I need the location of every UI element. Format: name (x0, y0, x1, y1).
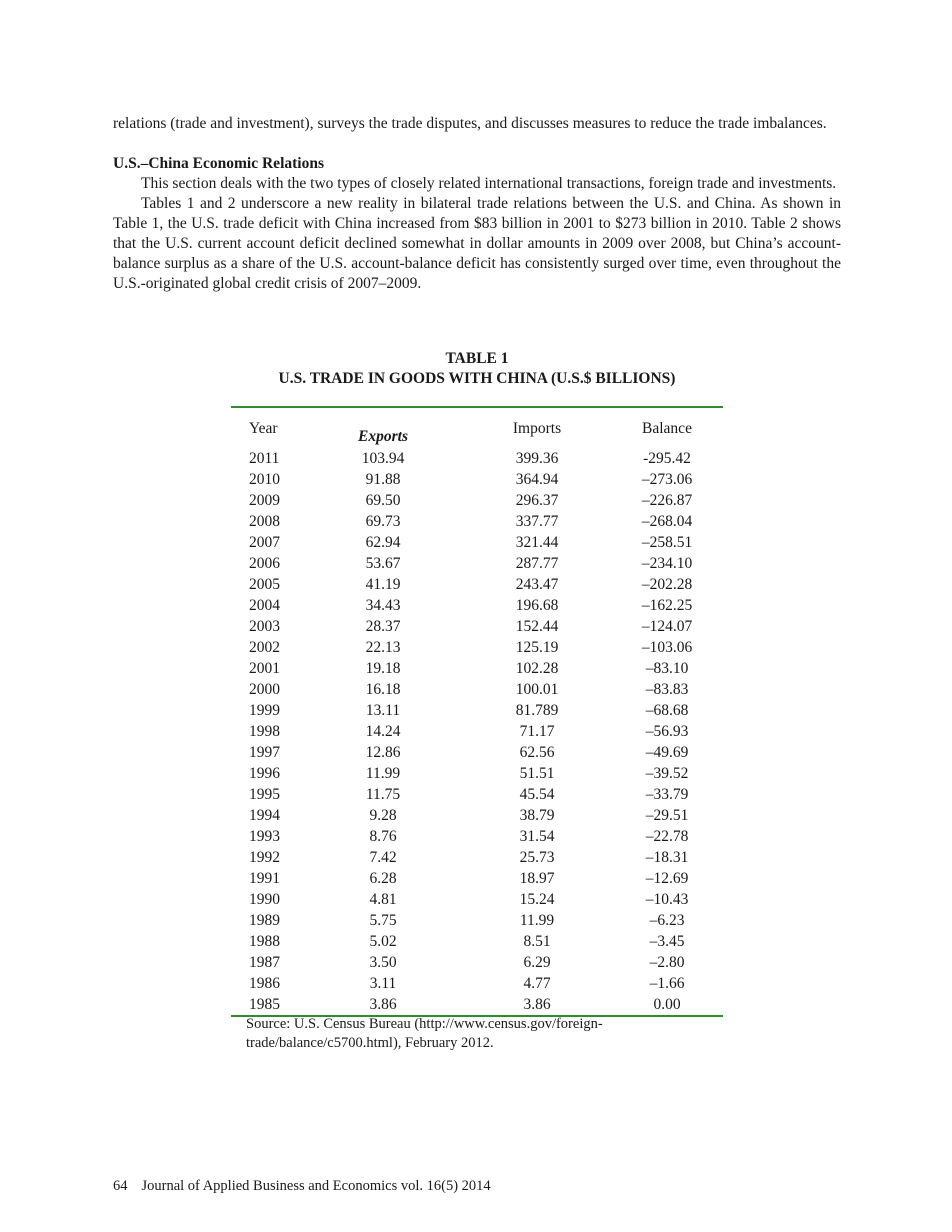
cell-balance: –2.80 (649, 954, 685, 971)
table-row (231, 931, 723, 952)
cell-balance: –68.68 (645, 702, 689, 719)
table-row (231, 994, 723, 1015)
cell-balance: –3.45 (649, 933, 685, 950)
cell-imports: 152.44 (515, 618, 559, 635)
cell-exports: 103.94 (361, 450, 405, 467)
cell-imports: 399.36 (515, 450, 559, 467)
cell-balance: –258.51 (641, 534, 693, 551)
cell-year: 1990 (249, 891, 280, 908)
cell-exports: 53.67 (365, 555, 401, 572)
table-label: TABLE 1 (445, 350, 509, 367)
cell-imports: 81.789 (515, 702, 559, 719)
article-body (113, 114, 841, 294)
cell-exports: 11.99 (365, 765, 401, 782)
cell-balance: –12.69 (645, 870, 689, 887)
table-row (231, 763, 723, 784)
table-row (231, 742, 723, 763)
cell-imports: 125.19 (515, 639, 559, 656)
cell-balance: –56.93 (645, 723, 689, 740)
cell-year: 1998 (249, 723, 280, 740)
cell-year: 1989 (249, 912, 280, 929)
cell-year: 1986 (249, 975, 280, 992)
cell-exports: 3.86 (369, 996, 397, 1013)
trade-table (231, 406, 723, 1017)
cell-imports: 296.37 (515, 492, 559, 509)
cell-year: 2005 (249, 576, 280, 593)
cell-balance: –273.06 (641, 471, 693, 488)
table-caption (113, 349, 841, 389)
cell-balance: –226.87 (641, 492, 693, 509)
cell-balance: –83.83 (645, 681, 689, 698)
source-line-2: trade/balance/c5700.html), February 2012. (246, 1035, 494, 1051)
cell-imports: 6.29 (523, 954, 551, 971)
cell-year: 2009 (249, 492, 280, 509)
cell-imports: 4.77 (523, 975, 551, 992)
cell-exports: 69.50 (365, 492, 401, 509)
cell-year: 2011 (249, 450, 280, 467)
cell-balance: –162.25 (641, 597, 693, 614)
cell-imports: 3.86 (523, 996, 551, 1013)
source-line-1: Source: U.S. Census Bureau (http://www.census.gov/foreign- (246, 1016, 603, 1032)
cell-imports: 321.44 (515, 534, 559, 551)
cell-exports: 5.02 (369, 933, 397, 950)
cell-balance: –124.07 (641, 618, 693, 635)
cell-year: 1993 (249, 828, 280, 845)
cell-balance: 0.00 (653, 996, 681, 1013)
cell-balance: –29.51 (645, 807, 689, 824)
section-heading: U.S.–China Economic Relations (113, 155, 324, 172)
table-row (231, 679, 723, 700)
cell-imports: 51.51 (519, 765, 555, 782)
table-row (231, 910, 723, 931)
cell-imports: 364.94 (515, 471, 559, 488)
cell-balance: –268.04 (641, 513, 693, 530)
cell-exports: 7.42 (369, 849, 397, 866)
cell-imports: 31.54 (519, 828, 555, 845)
cell-year: 2010 (249, 471, 280, 488)
paragraph-2: Tables 1 and 2 underscore a new reality in bilateral trade relations between the U.S. and China. As shown in Table 1, the U.S. trade deficit with China increased from $83 billion in 2001 to $273 billion in 2010. Table 2 shows that the U.S. current account deficit declined somewhat in dollar amounts in 2009 over 2008, but China’s account-balance surplus as a share of the U.S. account-balance deficit has consistently surged over time, even throughout the U.S.-originated global credit crisis of 2007–2009. (113, 195, 841, 292)
cell-exports: 5.75 (369, 912, 397, 929)
cell-exports: 13.11 (365, 702, 401, 719)
cell-exports: 12.86 (365, 744, 401, 761)
cell-year: 2000 (249, 681, 280, 698)
cell-exports: 16.18 (365, 681, 401, 698)
cell-year: 1987 (249, 954, 280, 971)
table-title: U.S. TRADE IN GOODS WITH CHINA (U.S.$ BILLIONS) (278, 370, 676, 387)
cell-year: 2007 (249, 534, 280, 551)
cell-balance: –103.06 (641, 639, 693, 656)
cell-year: 1999 (249, 702, 280, 719)
cell-imports: 15.24 (519, 891, 555, 908)
table-row (231, 469, 723, 490)
paragraph-1: This section deals with the two types of closely related international transactions, foreign trade and investments. (141, 175, 837, 192)
cell-year: 1988 (249, 933, 280, 950)
cell-exports: 3.50 (369, 954, 397, 971)
cell-imports: 100.01 (515, 681, 559, 698)
cell-balance: –83.10 (645, 660, 689, 677)
table-row (231, 952, 723, 973)
cell-year: 1994 (249, 807, 280, 824)
cell-imports: 11.99 (519, 912, 555, 929)
cell-imports: 337.77 (515, 513, 559, 530)
cell-exports: 22.13 (365, 639, 401, 656)
cell-exports: 19.18 (365, 660, 401, 677)
cell-imports: 62.56 (519, 744, 555, 761)
cell-imports: 45.54 (519, 786, 555, 803)
journal-name: Journal of Applied Business and Economics vol. 16(5) 2014 (141, 1178, 491, 1194)
cell-balance: –202.28 (641, 576, 693, 593)
table-row (231, 574, 723, 595)
cell-exports: 9.28 (369, 807, 397, 824)
table-row (231, 511, 723, 532)
table-row (231, 868, 723, 889)
cell-balance: –49.69 (645, 744, 689, 761)
cell-imports: 18.97 (519, 870, 555, 887)
cell-year: 2008 (249, 513, 280, 530)
cell-balance: –6.23 (649, 912, 685, 929)
cell-year: 2002 (249, 639, 280, 656)
page-footer (113, 1177, 491, 1195)
table-row (231, 721, 723, 742)
cell-exports: 11.75 (365, 786, 401, 803)
table-row (231, 553, 723, 574)
table-row (231, 658, 723, 679)
page-number: 64 (113, 1178, 128, 1194)
cell-imports: 243.47 (515, 576, 559, 593)
cell-balance: –234.10 (641, 555, 693, 572)
cell-year: 1992 (249, 849, 280, 866)
header-balance: Balance (642, 420, 692, 437)
cell-exports: 14.24 (365, 723, 401, 740)
header-year: Year (249, 420, 278, 437)
table-header-row (231, 408, 723, 448)
cell-year: 1985 (249, 996, 280, 1013)
cell-year: 1997 (249, 744, 280, 761)
table-body (231, 448, 723, 1015)
table-row (231, 616, 723, 637)
cell-exports: 41.19 (365, 576, 401, 593)
cell-year: 1991 (249, 870, 280, 887)
cell-year: 2001 (249, 660, 280, 677)
cell-exports: 4.81 (369, 891, 397, 908)
cell-year: 2006 (249, 555, 280, 572)
cell-balance: –10.43 (645, 891, 689, 908)
cell-imports: 102.28 (515, 660, 559, 677)
cell-year: 2003 (249, 618, 280, 635)
cell-year: 2004 (249, 597, 280, 614)
table-row (231, 637, 723, 658)
cell-exports: 69.73 (365, 513, 401, 530)
table-row (231, 826, 723, 847)
cell-imports: 196.68 (515, 597, 559, 614)
cell-balance: –33.79 (645, 786, 689, 803)
spacer (113, 134, 841, 154)
cell-year: 1995 (249, 786, 280, 803)
cell-imports: 8.51 (523, 933, 551, 950)
cell-balance: -295.42 (643, 450, 691, 467)
table-row (231, 700, 723, 721)
table-row (231, 448, 723, 469)
table-row (231, 805, 723, 826)
intro-paragraph: relations (trade and investment), surveys the trade disputes, and discusses measures to reduce the trade imbalances. (113, 115, 827, 132)
cell-exports: 8.76 (369, 828, 397, 845)
cell-balance: –1.66 (649, 975, 685, 992)
table-row (231, 532, 723, 553)
table-row (231, 490, 723, 511)
cell-exports: 91.88 (365, 471, 401, 488)
cell-exports: 62.94 (365, 534, 401, 551)
cell-balance: –22.78 (645, 828, 689, 845)
cell-balance: –39.52 (645, 765, 689, 782)
cell-exports: 6.28 (369, 870, 397, 887)
table-row (231, 847, 723, 868)
cell-exports: 34.43 (365, 597, 401, 614)
cell-balance: –18.31 (645, 849, 689, 866)
table-row (231, 784, 723, 805)
table-source-note (246, 1015, 666, 1053)
cell-imports: 287.77 (515, 555, 559, 572)
cell-exports: 28.37 (365, 618, 401, 635)
cell-year: 1996 (249, 765, 280, 782)
cell-imports: 71.17 (519, 723, 555, 740)
cell-imports: 25.73 (519, 849, 555, 866)
table-row (231, 595, 723, 616)
table-row (231, 889, 723, 910)
table-row (231, 973, 723, 994)
header-exports: Exports (358, 428, 408, 445)
cell-imports: 38.79 (519, 807, 555, 824)
header-imports: Imports (512, 420, 562, 437)
cell-exports: 3.11 (369, 975, 397, 992)
